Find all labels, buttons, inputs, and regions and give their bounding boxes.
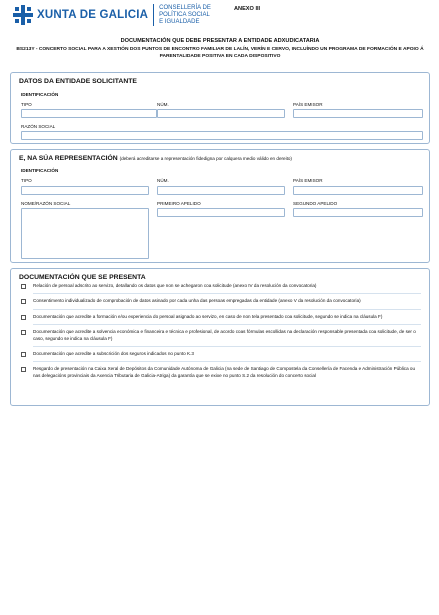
list-item: Resgardo de presentación na Caixa Xeral de Depósitos da Comunidade Autónoma de Galicia (na sede de Santiago de Compostela da Consellería de Facenda e Administración Pública ou nas delegacións provinciais da Axencia Tributaria de Galicia-Atriga) da garantía que se exixe no punto S.2 da resolución do concerto social [21,366,421,379]
list-item: Relación de persoal adscrito ao servizo, detallando os datos que non se achegaron coa solicitude (anexo IV da resolución da convocatoria) [21,283,421,289]
representative-name-field[interactable] [21,208,149,259]
applicant-number-field[interactable] [157,109,285,118]
document-checkbox[interactable] [21,352,26,357]
xunta-logo [12,4,211,26]
applicant-country-field[interactable] [293,109,423,118]
org-name: XUNTA DE GALICIA [37,8,149,21]
representative-second-surname-field[interactable] [293,208,423,217]
representative-number-field[interactable] [157,186,285,195]
document-checkbox[interactable] [21,299,26,304]
list-item: Consentimento individualizado de comprobación de datos asinado por cada unha das persoas empregadas da entidade (anexo V da resolución da convocatoria) [21,298,421,304]
document-checkbox[interactable] [21,367,26,372]
list-item: Documentación que acredite a solvencia económica e financeira e técnica e profesional, de acordo coas fórmulas escollidas na declaración responsable presentada coa solicitude, de ser o caso, segundo se indica na cláusula F) [21,329,421,342]
name-label: NOME/RAZÓN SOCIAL [21,201,71,206]
page-header [12,4,432,30]
xunta-emblem-icon [12,4,34,26]
representative-country-field[interactable] [293,186,423,195]
department-name: CONSELLERÍA DE POLÍTICA SOCIAL E IGUALDADE [159,4,211,25]
section-title: DOCUMENTACIÓN QUE SE PRESENTA [19,274,146,281]
divider [33,293,421,294]
type-label: TIPO [21,102,32,107]
document-checkbox[interactable] [21,315,26,320]
second-surname-label: SEGUNDO APELIDO [293,201,338,206]
company-name-label: RAZÓN SOCIAL [21,124,56,129]
first-surname-label: PRIMEIRO APELIDO [157,201,201,206]
type-label: TIPO [21,178,32,183]
document-subtitle: BS213Y - CONCERTO SOCIAL PARA A XESTIÓN DOS PUNTOS DE ENCONTRO FAMILIAR DE LALÍN, VERÍN E CERVO, INCLUÍNDO UN PROGRAMA DE FORMACIÓN E APOIO Á PARENTALIDADE POSITIVA EN CADA DISPOSITIVO [16,47,424,59]
country-label: PAÍS EMISOR [293,178,323,183]
document-title-block [10,38,430,60]
divider [33,309,421,310]
applicant-company-name-field[interactable] [21,131,423,140]
applicant-type-field[interactable] [21,109,157,118]
identification-label: IDENTIFICACIÓN [21,92,59,97]
representative-section [10,149,430,263]
applicant-section [10,72,430,144]
identification-label: IDENTIFICACIÓN [21,168,59,173]
logo-divider [153,4,154,26]
section-title: E, NA SÚA REPRESENTACIÓN (deberá acreditarse a representación fidedigna por calquera medio válido en dereito) [19,155,292,162]
representation-note: (deberá acreditarse a representación fidedigna por calquera medio válido en dereito) [119,156,292,161]
list-item: Documentación que acredite a formación e/ou experiencia do persoal asignado ao servizo, en caso de non tela presentado coa solicitude, segundo se indica na cláusula F) [21,314,421,320]
divider [33,361,421,362]
document-checkbox[interactable] [21,284,26,289]
number-label: NÚM. [157,102,169,107]
documentation-section [10,268,430,406]
documentation-list [21,283,421,383]
document-title: DOCUMENTACIÓN QUE DEBE PRESENTAR A ENTIDADE ADXUDICATARIA [120,38,320,44]
number-label: NÚM. [157,178,169,183]
document-checkbox[interactable] [21,330,26,335]
section-title: DATOS DA ENTIDADE SOLICITANTE [19,78,137,85]
divider [33,346,421,347]
representative-type-field[interactable] [21,186,149,195]
list-item: Documentación que acredite a subscrición dos seguros indicados no punto K.3 [21,351,421,357]
representative-first-surname-field[interactable] [157,208,285,217]
divider [33,324,421,325]
country-label: PAÍS EMISOR [293,102,323,107]
annex-label: ANEXO III [234,6,261,12]
